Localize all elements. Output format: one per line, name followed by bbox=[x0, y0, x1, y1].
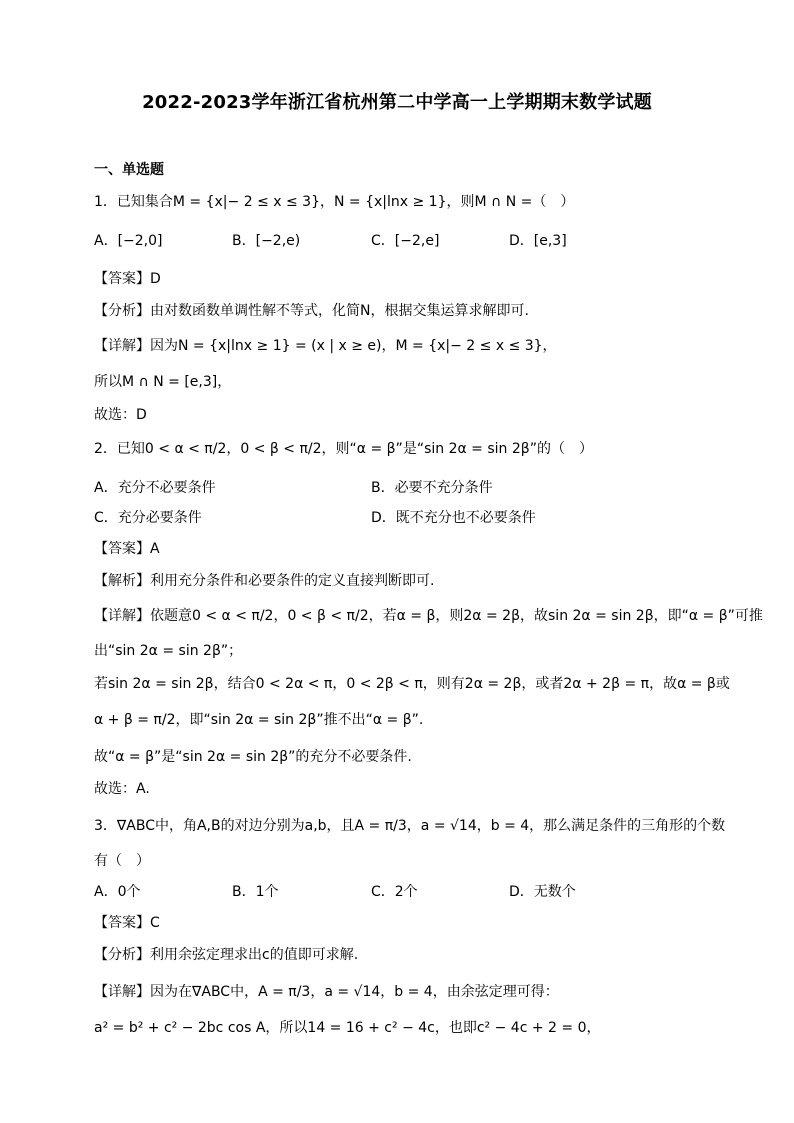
q1-option-a: A．[−2,0] bbox=[94, 233, 163, 249]
q1-option-d: D．[e,3] bbox=[509, 233, 567, 249]
q2-stem: 2．已知0 < α < π/2，0 < β < π/2，则“α = β”是“sin 2α = sin 2β”的（ ） bbox=[94, 441, 593, 457]
q2-detail-6: 故选：A. bbox=[94, 781, 150, 797]
q3-stem-2: 有（ ） bbox=[94, 853, 150, 869]
q2-answer: 【答案】A bbox=[94, 541, 160, 557]
q3-answer: 【答案】C bbox=[94, 915, 160, 931]
q3-option-b: B．1个 bbox=[232, 884, 279, 900]
q2-detail-2: 出“sin 2α = sin 2β”； bbox=[94, 643, 243, 659]
q3-detail-2: a² = b² + c² − 2bc cos A，所以14 = 16 + c² − 4c，也即c² − 4c + 2 = 0， bbox=[94, 1020, 601, 1036]
q1-answer: 【答案】D bbox=[94, 271, 161, 287]
q1-stem: 1．已知集合M = {x|− 2 ≤ x ≤ 3}，N = {x|lnx ≥ 1}，则M ∩ N =（ ） bbox=[94, 194, 575, 210]
q2-option-c: C．充分必要条件 bbox=[94, 510, 202, 526]
q1-detail-2: 所以M ∩ N = [e,3]， bbox=[94, 374, 232, 390]
q2-detail-1: 【详解】依题意0 < α < π/2，0 < β < π/2，若α = β，则2α = 2β，故sin 2α = sin 2β，即“α = β”可推 bbox=[94, 608, 763, 624]
q1-option-b: B．[−2,e) bbox=[232, 233, 301, 249]
q2-analysis: 【解析】利用充分条件和必要条件的定义直接判断即可. bbox=[94, 573, 435, 589]
q1-analysis: 【分析】由对数函数单调性解不等式，化简N，根据交集运算求解即可. bbox=[94, 303, 529, 319]
q2-detail-4: α + β = π/2，即“sin 2α = sin 2β”推不出“α = β”. bbox=[94, 712, 424, 728]
q1-option-c: C．[−2,e] bbox=[371, 233, 440, 249]
q3-option-a: A．0个 bbox=[94, 884, 141, 900]
q3-analysis: 【分析】利用余弦定理求出c的值即可求解. bbox=[94, 947, 359, 963]
q3-option-c: C．2个 bbox=[371, 884, 418, 900]
q3-detail-1: 【详解】因为在∇ABC中，A = π/3，a = √14，b = 4，由余弦定理可得： bbox=[94, 984, 559, 1000]
q3-stem-1: 3．∇ABC中，角A,B的对边分别为a,b，且A = π/3，a = √14，b = 4，那么满足条件的三角形的个数 bbox=[94, 818, 726, 834]
section-heading: 一、单选题 bbox=[94, 162, 164, 178]
q2-detail-3: 若sin 2α = sin 2β，结合0 < 2α < π，0 < 2β < π，则有2α = 2β，或者2α + 2β = π，故α = β或 bbox=[94, 676, 730, 692]
q1-detail-1: 【详解】因为N = {x|lnx ≥ 1} = (x | x ≥ e)，M = {x|− 2 ≤ x ≤ 3}， bbox=[94, 338, 557, 354]
q2-option-b: B．必要不充分条件 bbox=[371, 480, 493, 496]
q3-option-d: D．无数个 bbox=[509, 884, 576, 900]
document-title: 2022-2023学年浙江省杭州第二中学高一上学期期末数学试题 bbox=[142, 92, 652, 113]
q2-detail-5: 故“α = β”是“sin 2α = sin 2β”的充分不必要条件. bbox=[94, 749, 412, 765]
q2-option-d: D．既不充分也不必要条件 bbox=[371, 510, 536, 526]
q2-option-a: A．充分不必要条件 bbox=[94, 480, 216, 496]
q1-detail-3: 故选：D bbox=[94, 407, 147, 423]
